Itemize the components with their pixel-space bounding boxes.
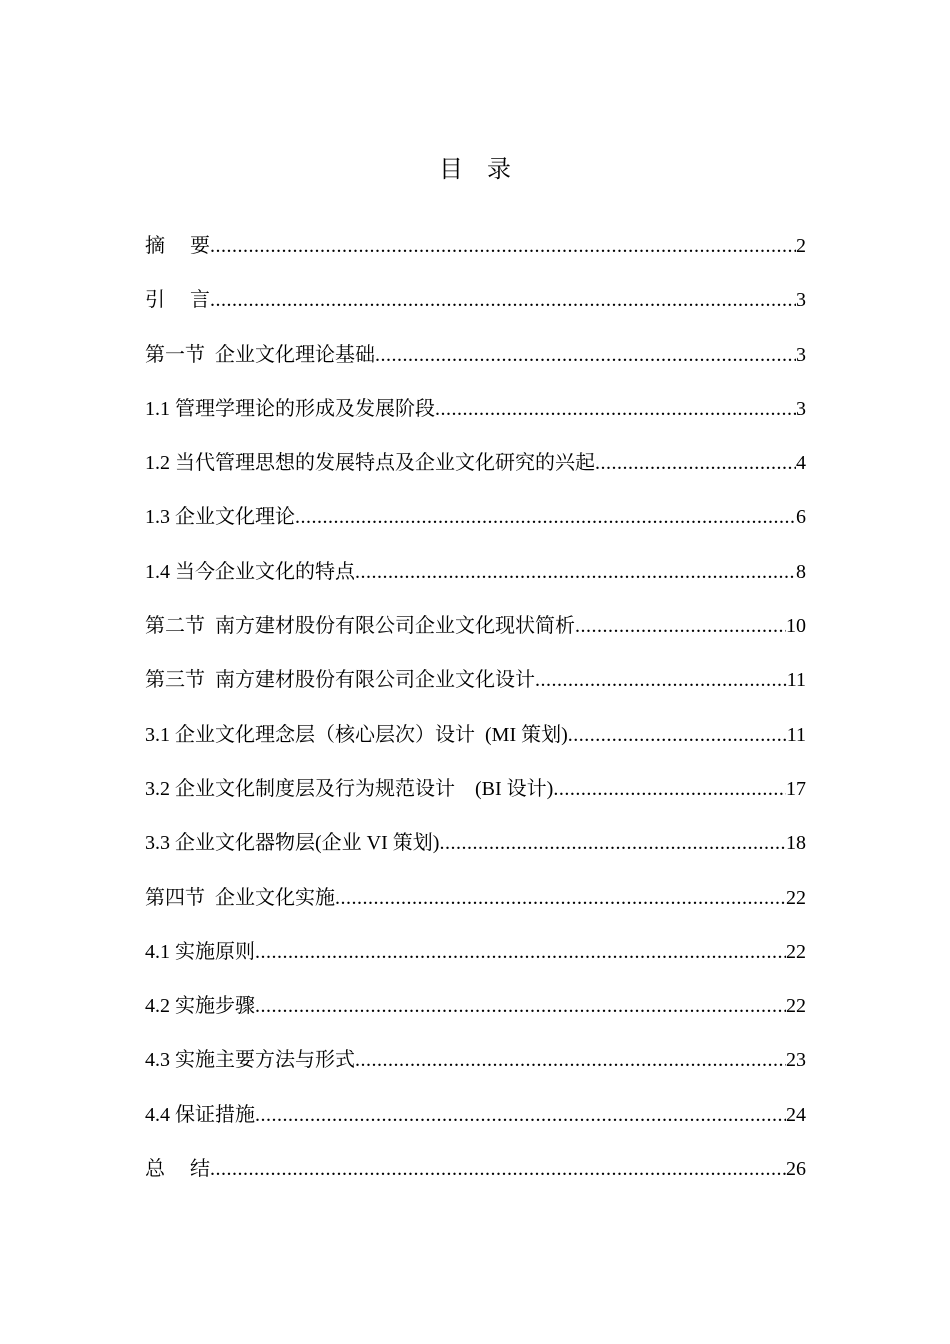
toc-entry[interactable] bbox=[145, 337, 806, 391]
toc-entry-page: 6 bbox=[796, 506, 806, 529]
toc-dot-leader bbox=[355, 1042, 786, 1078]
toc-entry-label: 总 结 bbox=[145, 1158, 210, 1181]
toc-entry-label: 4.4 保证措施 bbox=[145, 1103, 255, 1126]
toc-entry[interactable] bbox=[145, 880, 806, 934]
toc-entry-page: 8 bbox=[796, 560, 806, 583]
toc-entry-label: 4.3 实施主要方法与形式 bbox=[145, 1049, 355, 1072]
toc-entry[interactable] bbox=[145, 934, 806, 988]
toc-dot-leader bbox=[335, 880, 786, 916]
toc-entry-label: 第一节 企业文化理论基础 bbox=[145, 343, 375, 366]
toc-entry[interactable] bbox=[145, 717, 806, 771]
toc-entry-label: 1.1 管理学理论的形成及发展阶段 bbox=[145, 397, 435, 420]
table-of-contents bbox=[145, 228, 806, 1205]
toc-dot-leader bbox=[568, 717, 787, 753]
toc-entry-label: 3.3 企业文化器物层(企业 VI 策划) bbox=[145, 832, 440, 855]
toc-dot-leader bbox=[535, 662, 787, 698]
toc-dot-leader bbox=[595, 445, 796, 481]
toc-entry-page: 22 bbox=[786, 995, 806, 1018]
toc-title: 目 录 bbox=[439, 157, 511, 183]
toc-entry-page: 26 bbox=[786, 1158, 806, 1181]
toc-entry-page: 11 bbox=[786, 723, 806, 746]
toc-entry-label: 3.1 企业文化理念层（核心层次）设计 (MI 策划) bbox=[145, 723, 568, 746]
toc-entry-page: 18 bbox=[786, 832, 806, 855]
toc-entry[interactable] bbox=[145, 391, 806, 445]
toc-entry-page: 17 bbox=[786, 777, 806, 800]
toc-entry[interactable] bbox=[145, 554, 806, 608]
toc-entry[interactable] bbox=[145, 1151, 806, 1205]
toc-entry-page: 3 bbox=[796, 289, 806, 312]
toc-entry[interactable] bbox=[145, 445, 806, 499]
toc-entry-label: 4.1 实施原则 bbox=[145, 940, 255, 963]
toc-entry-label: 第四节 企业文化实施 bbox=[145, 886, 335, 909]
toc-entry[interactable] bbox=[145, 662, 806, 716]
toc-entry[interactable] bbox=[145, 1097, 806, 1151]
toc-entry[interactable] bbox=[145, 988, 806, 1042]
toc-entry-page: 11 bbox=[786, 669, 806, 692]
toc-entry-page: 24 bbox=[786, 1103, 806, 1126]
toc-entry-page: 3 bbox=[796, 343, 806, 366]
toc-dot-leader bbox=[575, 608, 786, 644]
toc-entry-label: 3.2 企业文化制度层及行为规范设计 (BI 设计) bbox=[145, 777, 554, 800]
toc-entry[interactable] bbox=[145, 1042, 806, 1096]
toc-entry-label: 4.2 实施步骤 bbox=[145, 995, 255, 1018]
toc-entry-label: 第三节 南方建材股份有限公司企业文化设计 bbox=[145, 669, 535, 692]
toc-dot-leader bbox=[295, 499, 796, 535]
toc-entry-page: 23 bbox=[786, 1049, 806, 1072]
toc-dot-leader bbox=[210, 1151, 786, 1187]
toc-entry-label: 1.2 当代管理思想的发展特点及企业文化研究的兴起 bbox=[145, 452, 595, 475]
toc-dot-leader bbox=[255, 988, 786, 1024]
toc-dot-leader bbox=[435, 391, 796, 427]
toc-dot-leader bbox=[210, 282, 796, 318]
toc-entry[interactable] bbox=[145, 825, 806, 879]
toc-dot-leader bbox=[375, 337, 796, 373]
toc-entry-page: 3 bbox=[796, 397, 806, 420]
toc-entry-label: 1.3 企业文化理论 bbox=[145, 506, 295, 529]
toc-entry-label: 1.4 当今企业文化的特点 bbox=[145, 560, 355, 583]
toc-entry[interactable] bbox=[145, 499, 806, 553]
toc-dot-leader bbox=[355, 554, 796, 590]
toc-entry-page: 22 bbox=[786, 886, 806, 909]
toc-entry-label: 引 言 bbox=[145, 289, 210, 312]
toc-entry[interactable] bbox=[145, 228, 806, 282]
toc-dot-leader bbox=[255, 1097, 786, 1133]
toc-entry[interactable] bbox=[145, 608, 806, 662]
toc-entry-page: 22 bbox=[786, 940, 806, 963]
toc-dot-leader bbox=[255, 934, 786, 970]
toc-entry[interactable] bbox=[145, 282, 806, 336]
toc-entry-page: 4 bbox=[796, 452, 806, 475]
toc-dot-leader bbox=[439, 825, 786, 861]
toc-entry-label: 第二节 南方建材股份有限公司企业文化现状简析 bbox=[145, 615, 575, 638]
toc-entry[interactable] bbox=[145, 771, 806, 825]
toc-dot-leader bbox=[210, 228, 796, 264]
toc-entry-label: 摘 要 bbox=[145, 235, 210, 257]
toc-entry-page: 2 bbox=[796, 235, 806, 257]
toc-dot-leader bbox=[553, 771, 786, 807]
toc-entry-page: 10 bbox=[786, 615, 806, 638]
